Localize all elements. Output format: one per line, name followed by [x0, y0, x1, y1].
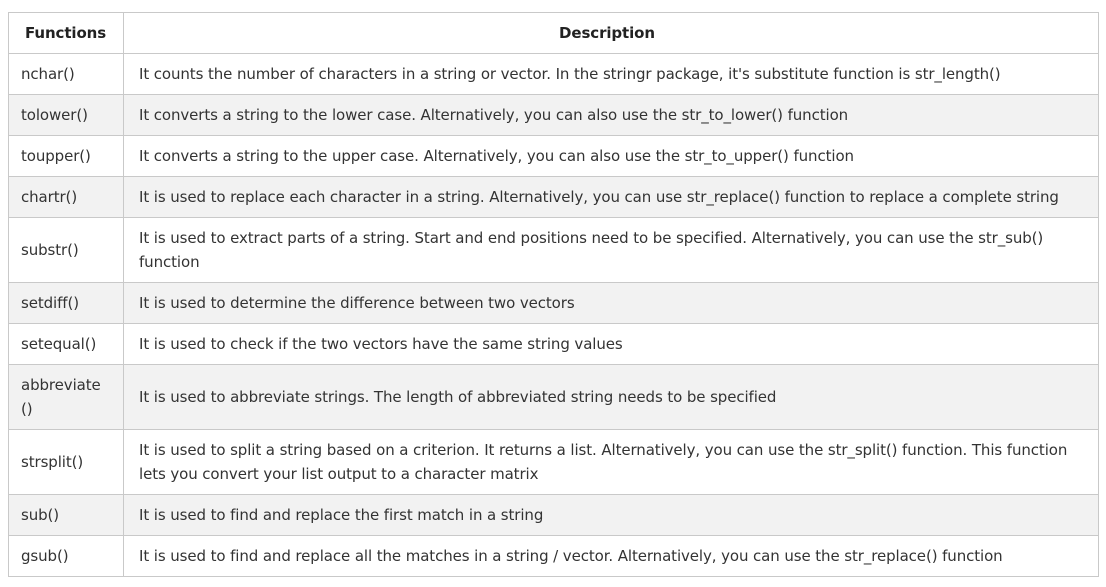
description-column-header: Description — [124, 13, 1099, 54]
description-cell: It converts a string to the upper case. Alternatively, you can also use the str_to_upper() function — [124, 136, 1099, 177]
description-cell: It is used to replace each character in a string. Alternatively, you can use str_replace() function to replace a complete string — [124, 177, 1099, 218]
table-row — [9, 95, 1099, 136]
function-cell: gsub() — [9, 536, 124, 577]
table-row — [9, 536, 1099, 577]
function-cell: toupper() — [9, 136, 124, 177]
description-cell: It counts the number of characters in a string or vector. In the stringr package, it's substitute function is str_length() — [124, 54, 1099, 95]
function-cell: setdiff() — [9, 283, 124, 324]
table-row — [9, 495, 1099, 536]
description-cell: It is used to find and replace the first match in a string — [124, 495, 1099, 536]
function-cell: setequal() — [9, 324, 124, 365]
table-row — [9, 136, 1099, 177]
table-row — [9, 365, 1099, 430]
function-cell: nchar() — [9, 54, 124, 95]
string-functions-table — [8, 12, 1099, 577]
description-cell: It converts a string to the lower case. Alternatively, you can also use the str_to_lower() function — [124, 95, 1099, 136]
function-cell: sub() — [9, 495, 124, 536]
description-cell: It is used to abbreviate strings. The length of abbreviated string needs to be specified — [124, 365, 1099, 430]
description-cell: It is used to split a string based on a criterion. It returns a list. Alternatively, you can use the str_split() function. This function lets you convert your list output to a character matrix — [124, 430, 1099, 495]
table-row — [9, 324, 1099, 365]
description-cell: It is used to check if the two vectors have the same string values — [124, 324, 1099, 365]
description-cell: It is used to determine the difference between two vectors — [124, 283, 1099, 324]
table-row — [9, 283, 1099, 324]
function-cell: abbreviate () — [9, 365, 124, 430]
table-header-row — [9, 13, 1099, 54]
functions-column-header: Functions — [9, 13, 124, 54]
description-cell: It is used to find and replace all the matches in a string / vector. Alternatively, you can use the str_replace() function — [124, 536, 1099, 577]
table-row — [9, 177, 1099, 218]
function-cell: strsplit() — [9, 430, 124, 495]
table-row — [9, 218, 1099, 283]
function-cell: substr() — [9, 218, 124, 283]
table-row — [9, 430, 1099, 495]
function-cell: tolower() — [9, 95, 124, 136]
description-cell: It is used to extract parts of a string. Start and end positions need to be specified. Alternatively, you can use the str_sub() function — [124, 218, 1099, 283]
function-cell: chartr() — [9, 177, 124, 218]
table-row — [9, 54, 1099, 95]
